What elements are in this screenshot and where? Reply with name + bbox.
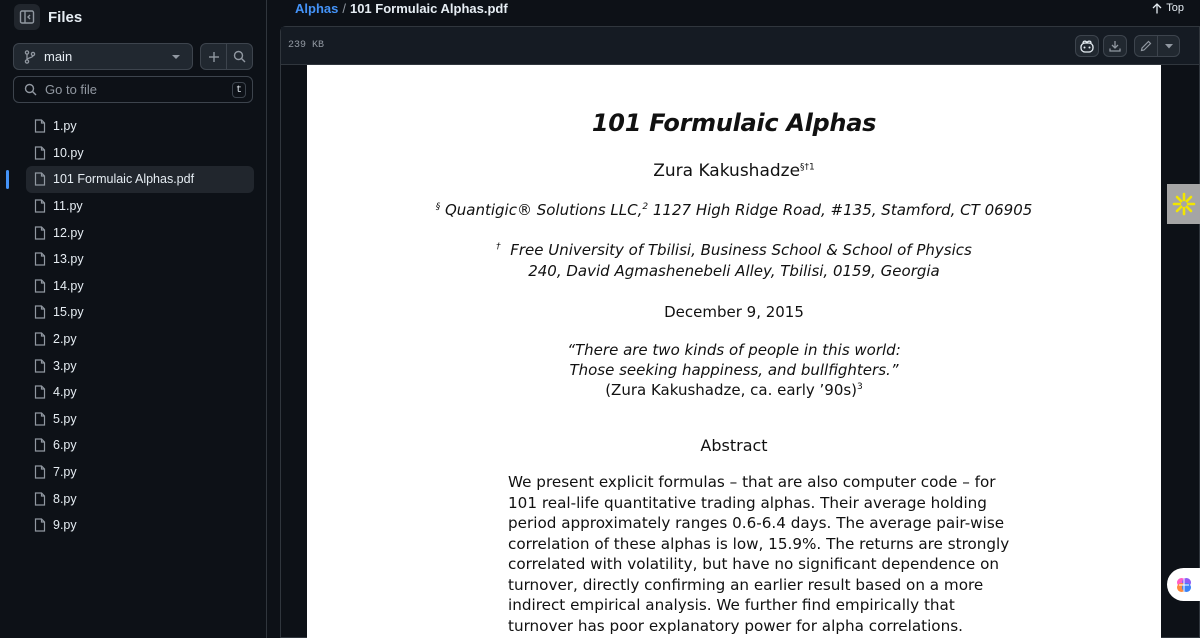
file-tree-item[interactable] [26,166,254,193]
file-icon [34,226,46,240]
file-tree-item-label: 4.py [53,385,77,400]
download-icon [1109,40,1121,52]
copilot-icon [1080,40,1094,53]
file-icon [34,518,46,532]
edit-options-dropdown[interactable] [1158,36,1179,56]
sidebar-collapse-icon [19,9,35,25]
edit-button-group [1134,35,1180,57]
file-tree-item-label: 5.py [53,411,77,426]
sparkle-icon [1172,192,1196,216]
file-tree-item[interactable] [26,379,254,406]
file-icon [34,305,46,319]
file-icon [34,332,46,346]
file-icon [34,412,46,426]
abstract-line: correlation of these alphas is low, 15.9%. The returns are strongly [508,534,1010,553]
pencil-icon [1140,40,1152,52]
file-tree-item-label: 13.py [53,252,84,267]
affiliation-2-name: Free University of Tbilisi, Business School & School of Physics [510,241,972,259]
affiliation-1-name: Quantigic® Solutions LLC, [444,201,643,219]
author-name: Zura Kakushadze [653,161,801,181]
file-tree-item[interactable] [26,273,254,300]
file-icon [34,172,46,186]
file-tree-item-label: 2.py [53,332,77,347]
abstract-text [508,472,1010,636]
file-tree-item-label: 10.py [53,145,84,160]
affiliation-1-mark: § [435,202,441,212]
file-tree-item[interactable] [26,406,254,433]
abstract-line: We present explicit formulas – that are also computer code – for [508,473,996,491]
file-viewer [280,26,1200,638]
main-content [267,0,1200,638]
add-file-button[interactable] [201,44,226,69]
extension-widget-button[interactable] [1167,184,1200,224]
affiliation-2-address: 240, David Agmashenebeli Alley, Tbilisi, 0159, Georgia [528,262,940,280]
search-icon [24,83,37,96]
affiliation-2-mark: † [496,242,501,252]
file-icon [34,492,46,506]
abstract-heading: Abstract [700,436,768,455]
sidebar-header [14,4,82,30]
brain-icon [1175,576,1193,594]
file-size: 239 KB [288,40,325,51]
file-tree-item[interactable] [26,246,254,273]
file-icon [34,119,46,133]
file-tree-item-label: 1.py [53,119,77,134]
paper-author [307,161,1161,181]
edit-file-button[interactable] [1135,36,1158,56]
file-icon [34,279,46,293]
file-tree-item[interactable] [26,352,254,379]
download-button[interactable] [1103,35,1127,57]
abstract-line: 101 real-life quantitative trading alphas. Their average holding [508,493,987,512]
file-tree-item-label: 12.py [53,225,84,240]
abstract-line: indirect empirical analysis. We further find empirically that [508,596,955,614]
sidebar-toggle-button[interactable] [14,4,40,30]
author-footnote-marks: §†1 [800,162,815,173]
file-tree-item-label: 14.py [53,278,84,293]
file-tree-item[interactable] [26,219,254,246]
copilot-button[interactable] [1075,35,1099,57]
file-header [267,0,1200,18]
search-icon [233,50,246,63]
pdf-page [307,65,1161,638]
file-tree-item-label: 6.py [53,438,77,453]
abstract-line: turnover, directly confirming an earlier result based on a more [508,575,984,594]
affiliation-1 [307,201,1161,219]
epigraph-attribution [307,381,1161,399]
viewer-toolbar [281,27,1199,65]
back-to-top-label: Top [1166,2,1184,14]
breadcrumb [295,1,508,16]
go-to-file-input[interactable] [45,82,215,97]
file-tree-item-label: 101 Formulaic Alphas.pdf [53,172,195,187]
assistant-extension-button[interactable] [1167,568,1200,601]
paper-date: December 9, 2015 [664,303,804,321]
file-tree-item[interactable] [26,193,254,220]
file-icon [34,385,46,399]
epigraph-footnote: 3 [857,382,863,392]
tree-actions [200,43,253,70]
file-icon [34,359,46,373]
epigraph-line-1: “There are two kinds of people in this world: [567,341,901,359]
epigraph-source: (Zura Kakushadze, ca. early ’90s) [605,381,858,399]
file-icon [34,199,46,213]
triangle-down-icon [1165,44,1173,49]
file-tree-item[interactable] [26,140,254,167]
file-tree-item[interactable] [26,299,254,326]
file-tree-item-label: 11.py [53,199,83,214]
affiliation-1-address: 1127 High Ridge Road, #135, Stamford, CT 06905 [648,201,1033,219]
abstract-line: period approximately ranges 0.6-6.4 days. The average pair-wise [508,514,1005,532]
abstract-line: turnover has poor explanatory power for alpha correlations. [508,616,963,635]
keyboard-shortcut-hint: t [232,82,246,98]
file-icon [34,465,46,479]
file-icon [34,146,46,160]
file-tree-item[interactable] [26,113,254,140]
branch-name: main [44,49,73,64]
chevron-down-icon [172,55,180,59]
affiliation-1-footnote: 2 [642,202,649,212]
go-to-file-search [13,76,253,103]
file-tree-item-label: 8.py [53,491,77,506]
plus-icon [208,51,220,63]
paper-title: 101 Formulaic Alphas [591,109,877,137]
file-tree-item-label: 3.py [53,358,77,373]
epigraph-line-2: Those seeking happiness, and bullfighters.” [569,361,899,379]
file-tree-item[interactable] [26,512,254,539]
file-tree-item[interactable] [26,459,254,486]
sidebar-title: Files [48,8,83,26]
breadcrumb-separator: / [342,1,346,16]
file-tree-item[interactable] [26,485,254,512]
file-tree-item-label: 7.py [53,465,77,480]
file-tree-item[interactable] [26,432,254,459]
file-tree-sidebar [0,0,267,638]
arrow-up-icon [1152,3,1162,14]
abstract-line: correlated with volatility, but have no significant dependence on [508,555,1000,573]
breadcrumb-file: 101 Formulaic Alphas.pdf [349,1,508,16]
file-icon [34,438,46,452]
file-tree-item-label: 15.py [53,305,84,320]
back-to-top-button[interactable] [1152,2,1184,14]
file-tree-item[interactable] [26,326,254,353]
file-icon [34,252,46,266]
affiliation-2 [307,241,1161,259]
file-tree-item-label: 9.py [53,518,77,533]
branch-selector[interactable] [13,43,193,70]
git-branch-icon [24,50,36,64]
search-files-button[interactable] [226,44,252,69]
breadcrumb-repo-link[interactable]: Alphas [295,1,339,16]
file-list [0,113,267,539]
